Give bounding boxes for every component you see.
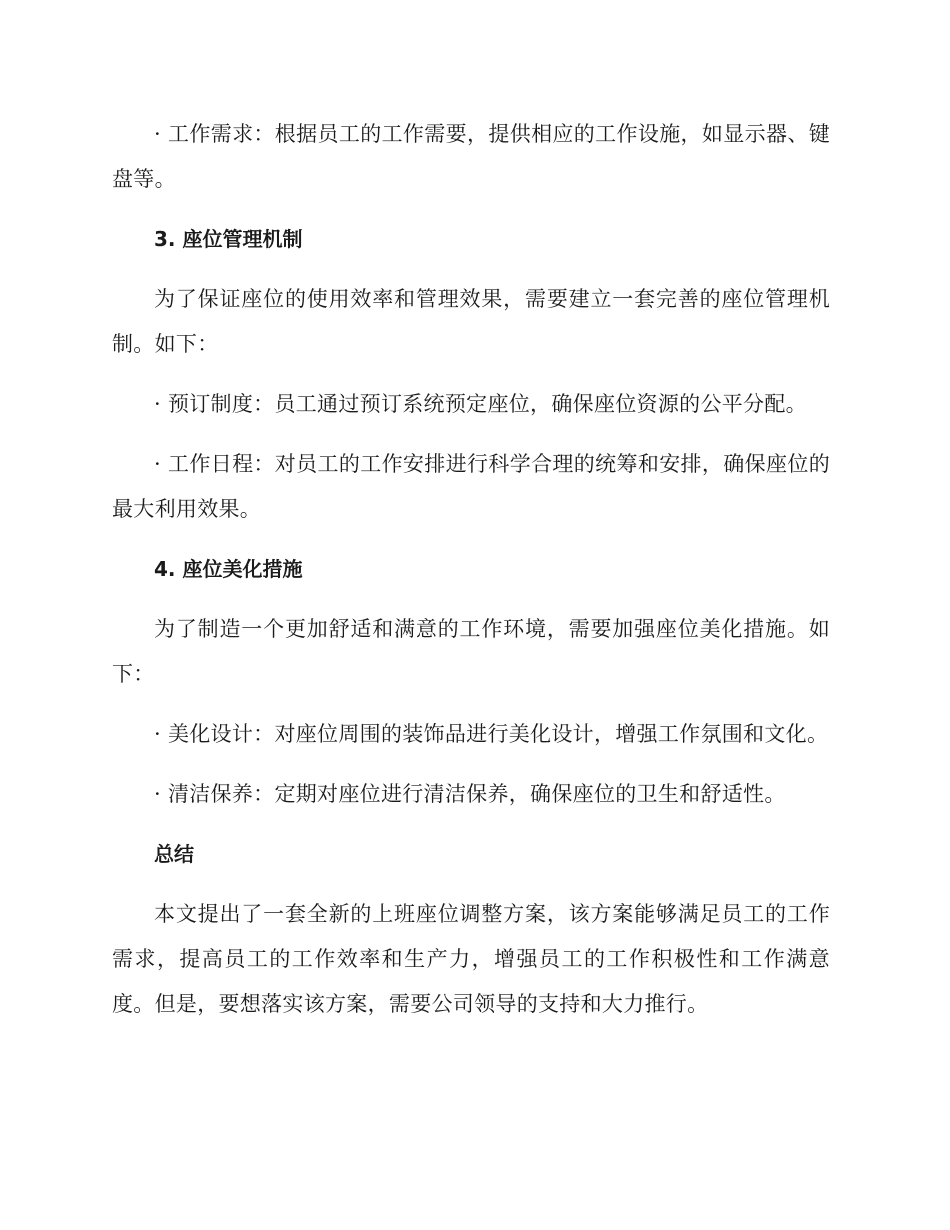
spacer [112,757,830,772]
document-page [112,112,830,1027]
heading-seat-beautification: 4. 座位美化措施 [154,557,303,581]
heading-summary: 总结 [154,842,194,866]
spacer [112,202,830,217]
bullet-cleaning-maintenance: · 清洁保养：定期对座位进行清洁保养，确保座位的卫生和舒适性。 [154,782,786,806]
spacer [112,427,830,442]
para-seat-management-intro: 为了保证座位的使用效率和管理效果，需要建立一套完善的座位管理机制。如下： [112,287,830,356]
spacer [112,697,830,712]
spacer [112,592,830,607]
bullet-beautification-design: · 美化设计：对座位周围的装饰品进行美化设计，增强工作氛围和文化。 [154,722,829,746]
spacer [112,262,830,277]
spacer [112,367,830,382]
spacer [112,817,830,832]
heading-seat-management: 3. 座位管理机制 [154,227,303,251]
para-beautification-intro: 为了制造一个更加舒适和满意的工作环境，需要加强座位美化措施。如下： [112,617,830,686]
spacer [112,877,830,892]
bullet-work-needs: · 工作需求：根据员工的工作需要，提供相应的工作设施，如显示器、键盘等。 [112,122,830,191]
bullet-work-schedule: · 工作日程：对员工的工作安排进行科学合理的统筹和安排，确保座位的最大利用效果。 [112,452,830,521]
bullet-booking-system: · 预订制度：员工通过预订系统预定座位，确保座位资源的公平分配。 [154,392,807,416]
spacer [112,532,830,547]
para-summary: 本文提出了一套全新的上班座位调整方案，该方案能够满足员工的工作需求，提高员工的工作效率和生产力，增强员工的工作积极性和工作满意度。但是，要想落实该方案，需要公司领导的支持和大力推行。 [112,902,830,1016]
